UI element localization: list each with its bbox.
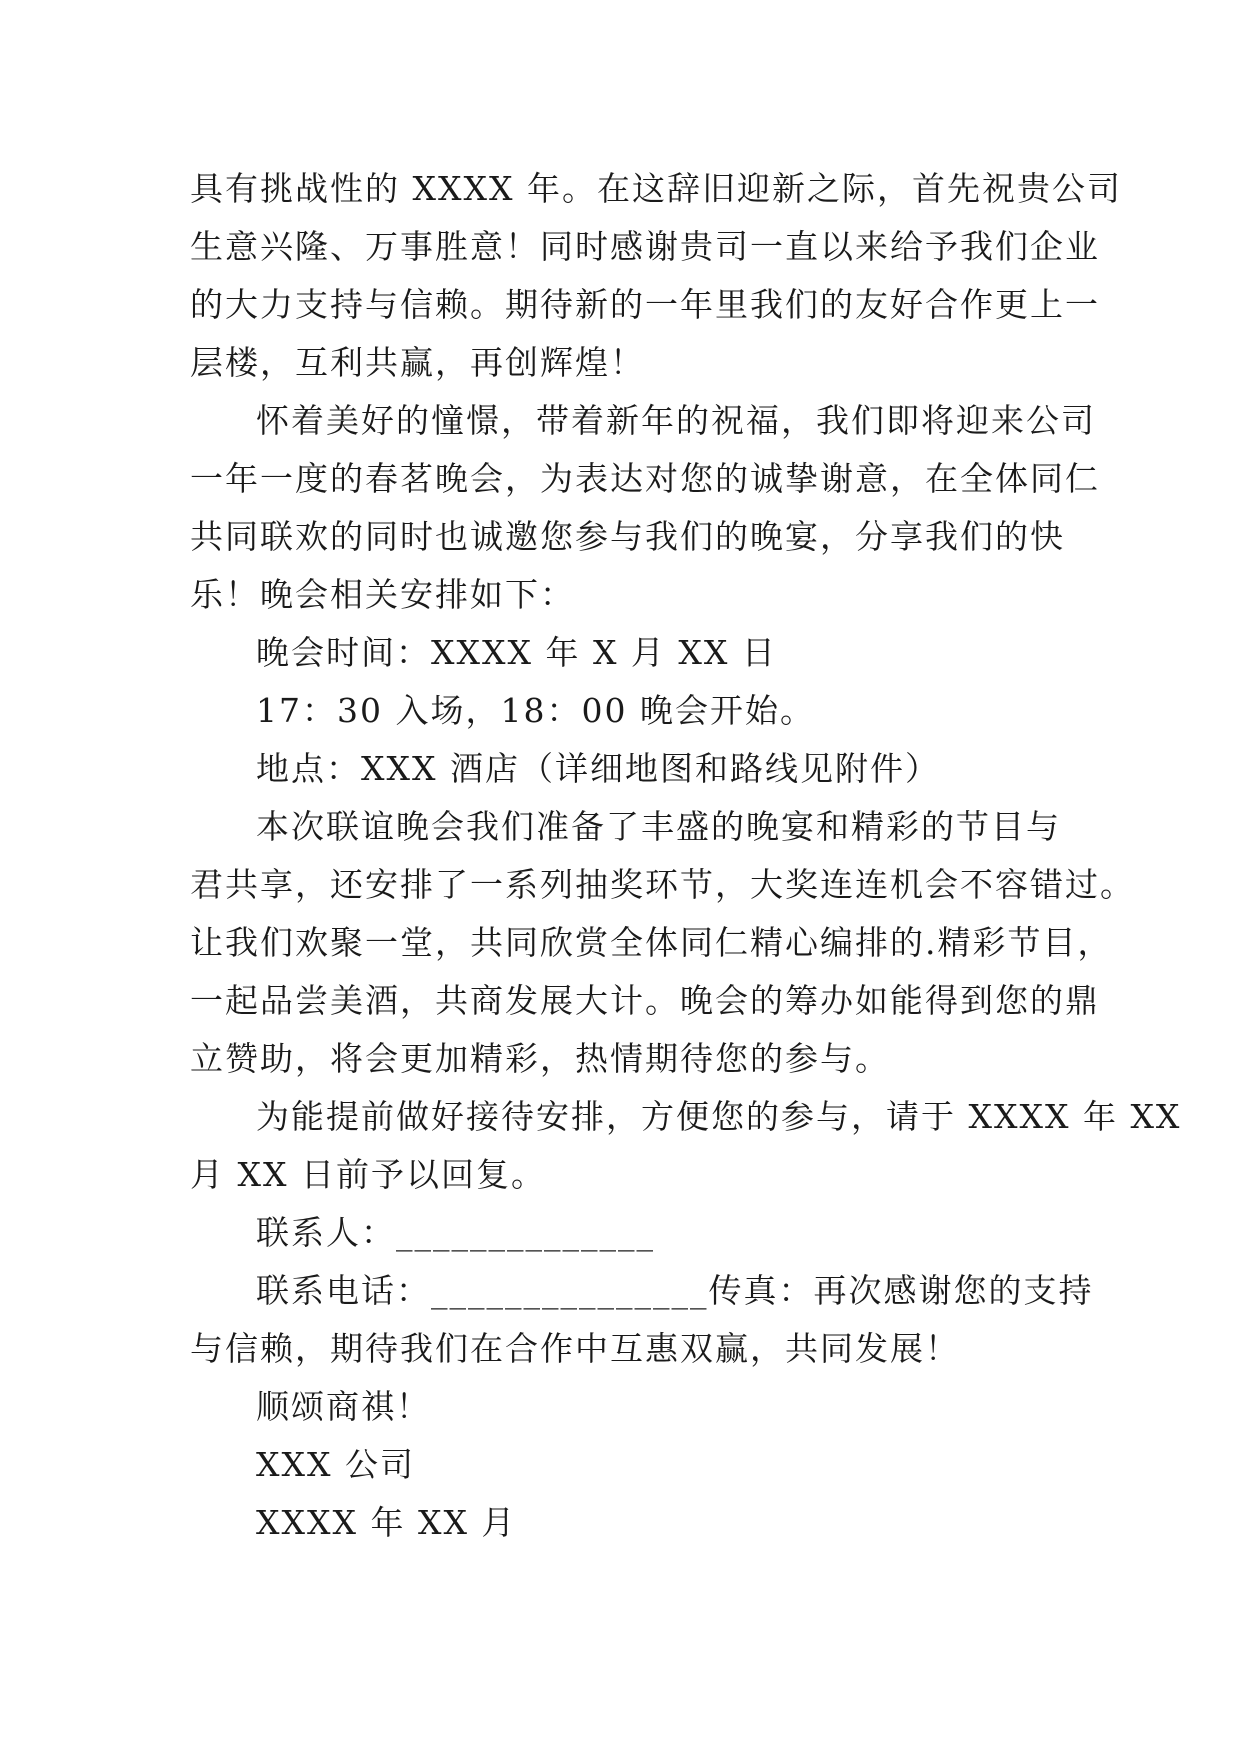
text-line: 17：30 入场，18：00 晚会开始。 xyxy=(256,691,815,730)
contact-person-line: 联系人：______________ xyxy=(256,1213,655,1252)
text-line: 让我们欢聚一堂，共同欣赏全体同仁精心编排的.精彩节目， xyxy=(190,923,1113,962)
text-line: 乐！晚会相关安排如下： xyxy=(190,575,575,614)
signature-company: XXX 公司 xyxy=(256,1445,415,1484)
text-line: 一年一度的春茗晚会，为表达对您的诚挚谢意，在全体同仁 xyxy=(190,459,1100,498)
text-line: 共同联欢的同时也诚邀您参与我们的晚宴，分享我们的快 xyxy=(190,517,1065,556)
text-line: 层楼，互利共赢，再创辉煌！ xyxy=(190,343,645,382)
signature-date: XXXX 年 XX 月 xyxy=(256,1503,517,1542)
text-line: 与信赖，期待我们在合作中互惠双赢，共同发展！ xyxy=(190,1329,960,1368)
text-line: 怀着美好的憧憬，带着新年的祝福，我们即将迎来公司 xyxy=(256,401,1096,440)
closing-salutation: 顺颂商祺！ xyxy=(256,1387,431,1426)
letter-body xyxy=(190,160,1182,1552)
text-line: 具有挑战性的 XXXX 年。在这辞旧迎新之际，首先祝贵公司 xyxy=(190,169,1122,208)
text-line: 月 XX 日前予以回复。 xyxy=(190,1155,546,1194)
text-line: 本次联谊晚会我们准备了丰盛的晚宴和精彩的节目与 xyxy=(256,807,1061,846)
text-line: 为能提前做好接待安排，方便您的参与，请于 XXXX 年 XX xyxy=(256,1097,1182,1136)
text-line: 地点：XXX 酒店（详细地图和路线见附件） xyxy=(256,749,940,788)
text-line: 生意兴隆、万事胜意！同时感谢贵司一直以来给予我们企业 xyxy=(190,227,1100,266)
text-line: 的大力支持与信赖。期待新的一年里我们的友好合作更上一 xyxy=(190,285,1100,324)
text-line: 君共享，还安排了一系列抽奖环节，大奖连连机会不容错过。 xyxy=(190,865,1135,904)
text-line: 晚会时间：XXXX 年 X 月 XX 日 xyxy=(256,633,777,672)
contact-phone-line: 联系电话：_______________传真：再次感谢您的支持 xyxy=(256,1271,1094,1310)
text-line: 立赞助，将会更加精彩，热情期待您的参与。 xyxy=(190,1039,890,1078)
text-line: 一起品尝美酒，共商发展大计。晚会的筹办如能得到您的鼎 xyxy=(190,981,1100,1020)
